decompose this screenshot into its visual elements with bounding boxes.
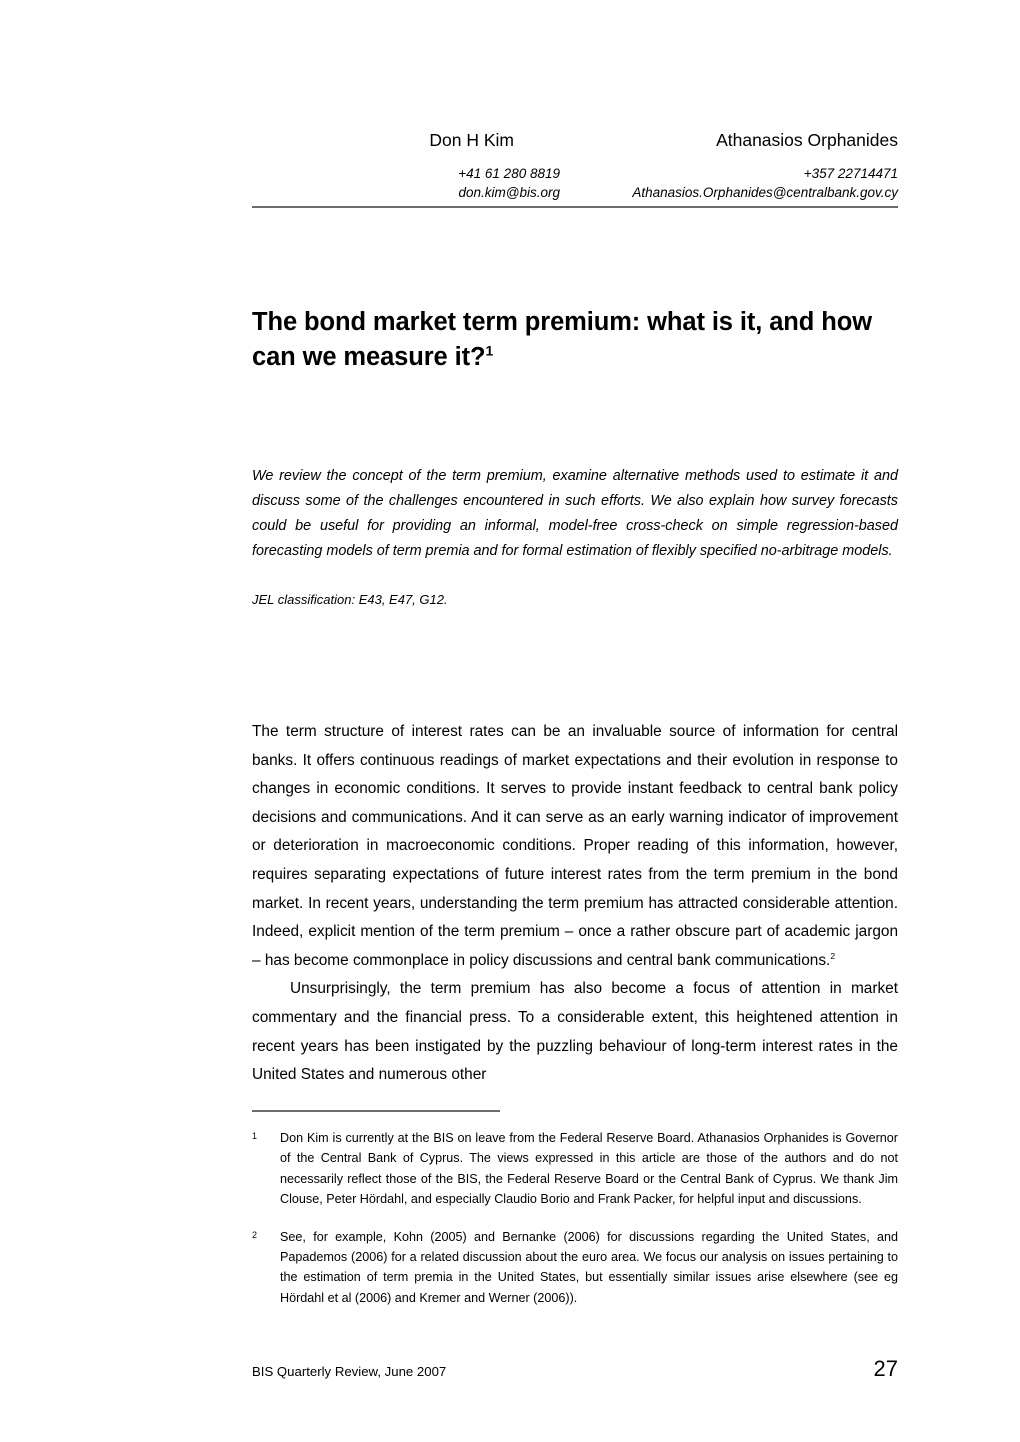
page-footer bbox=[252, 1358, 898, 1382]
author-contact-right bbox=[568, 165, 898, 202]
body-text bbox=[252, 718, 898, 1090]
footnote-1-marker: 1 bbox=[252, 1131, 258, 1141]
author-email-1[interactable]: don.kim@bis.org bbox=[458, 184, 560, 200]
footnote-2-text: See, for example, Kohn (2005) and Bernanke (2006) for discussions regarding the United States, and Papademos (2006) for a related discussion about the euro area. We focus our analysis on issues pertaining to the estimation of term premia in the United States, but essentially similar issues arise elsewhere (see eg Hördahl et al (2006) and Kremer and Werner (2006)). bbox=[280, 1229, 898, 1305]
author-contact-left bbox=[252, 165, 568, 202]
jel-classification: JEL classification: E43, E47, G12. bbox=[252, 592, 448, 607]
footer-publication: BIS Quarterly Review, June 2007 bbox=[252, 1364, 447, 1379]
footer-page-number: 27 bbox=[873, 1356, 898, 1381]
footnote-1 bbox=[252, 1128, 898, 1210]
paragraph-1-text: The term structure of interest rates can be an invaluable source of information for central banks. It offers continuous readings of market expectations and their evolution in response to changes in economic conditions. It serves to provide instant feedback to central bank policy decisions and communications. And it can serve as an early warning indicator of improvement or deterioration in macroeconomic conditions. Proper reading of this information, however, requires separating expectations of future interest rates from the term premium in the bond market. In recent years, understanding the term premium has attracted considerable attention. Indeed, explicit mention of the term premium – once a rather obscure part of academic jargon – has become commonplace in policy discussions and central bank communications. bbox=[252, 723, 898, 969]
footnote-2 bbox=[252, 1227, 898, 1309]
abstract: We review the concept of the term premium, examine alternative methods used to estimate it and discuss some of the challenges encountered in such efforts. We also explain how survey forecasts could be useful for providing an informal, model-free cross-check on simple regression-based forecasting models of term premia and for formal estimation of flexibly specified no-arbitrage models. bbox=[252, 468, 898, 559]
footnote-2-marker: 2 bbox=[252, 1229, 258, 1240]
author-name-2: Athanasios Orphanides bbox=[716, 130, 898, 150]
author-phone-2: +357 22714471 bbox=[803, 166, 898, 181]
paragraph-1-footnote-marker: 2 bbox=[830, 950, 836, 961]
paragraph-1 bbox=[252, 718, 898, 975]
title-footnote-marker: 1 bbox=[485, 342, 494, 359]
paragraph-2: Unsurprisingly, the term premium has also become a focus of attention in market commentary and the financial press. To a considerable extent, this heightened attention in recent years has been instigated by the puzzling behaviour of long-term interest rates in the United States and numerous other bbox=[252, 980, 898, 1084]
header-divider bbox=[252, 206, 898, 208]
footnotes bbox=[252, 1128, 898, 1325]
author-header bbox=[252, 128, 898, 202]
page-title bbox=[252, 305, 912, 375]
footnote-divider bbox=[252, 1110, 500, 1112]
author-column-right bbox=[568, 128, 898, 153]
author-column-left bbox=[252, 128, 568, 153]
author-spacer bbox=[252, 153, 898, 165]
author-name-1: Don H Kim bbox=[429, 130, 514, 150]
title-text: The bond market term premium: what is it, and how can we measure it? bbox=[252, 308, 872, 372]
author-contact-row bbox=[252, 165, 898, 202]
author-email-2[interactable]: Athanasios.Orphanides@centralbank.gov.cy bbox=[632, 184, 898, 200]
author-phone-1: +41 61 280 8819 bbox=[458, 166, 560, 181]
author-name-row bbox=[252, 128, 898, 153]
footnote-1-text: Don Kim is currently at the BIS on leave from the Federal Reserve Board. Athanasios Orphanides is Governor of the Central Bank of Cyprus. The views expressed in this article are those of the authors and do not necessarily reflect those of the BIS, the Federal Reserve Board or the Central Bank of Cyprus. We thank Jim Clouse, Peter Hördahl, and especially Claudio Borio and Frank Packer, for helpful input and discussions. bbox=[280, 1131, 898, 1207]
